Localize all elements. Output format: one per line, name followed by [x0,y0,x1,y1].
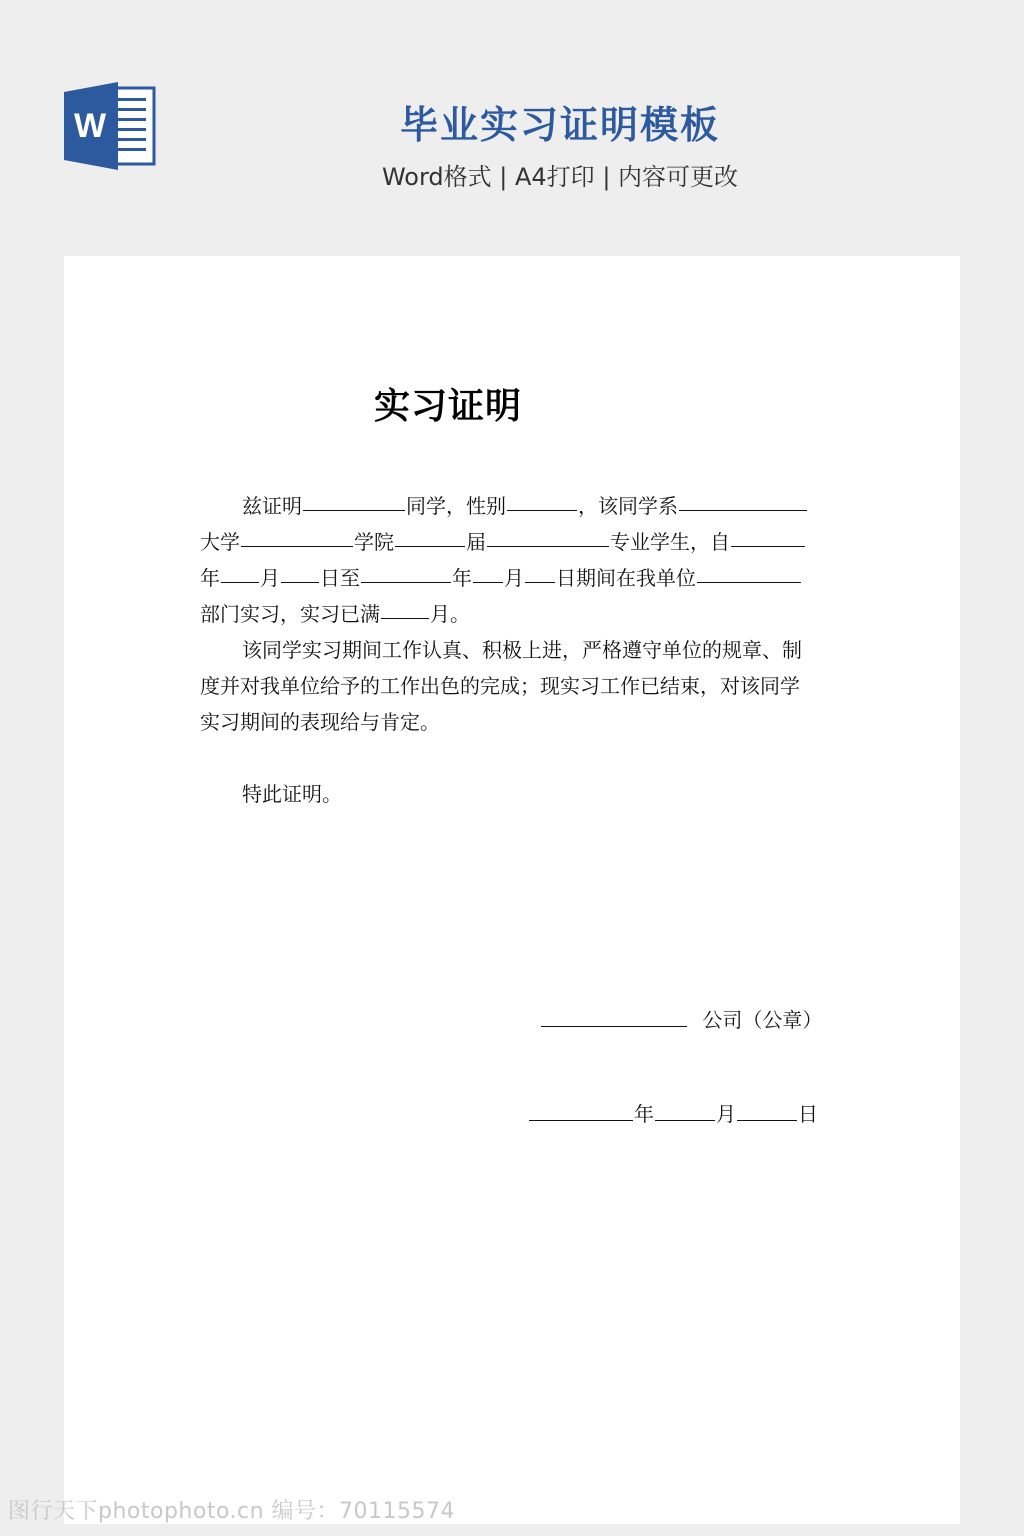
word-icon [64,82,156,170]
body-line [200,776,824,812]
page-header-subtitle: Word格式 | A4打印 | 内容可更改 [381,163,739,191]
body-line [200,596,824,632]
blank-field [281,560,319,583]
document-paper [64,256,960,1524]
blank-field [361,560,451,583]
company-seal-label: 公司（公章） [702,1008,823,1032]
blank-field [303,488,405,511]
text-segment: ，该同学系 [578,494,678,518]
text-segment: 月。 [430,602,470,626]
page-header-title: 毕业实习证明模板 [399,103,720,147]
blank-field [507,488,577,511]
text-segment: 日至 [320,566,360,590]
blank-field [473,560,503,583]
body-line [200,704,824,740]
closing-text: 特此证明。 [242,782,342,806]
blank-field [241,524,353,547]
blank-field [525,560,555,583]
body-line [200,488,824,524]
text-segment: 年 [452,566,472,590]
text-segment: 度并对我单位给予的工作出色的完成；现实习工作已结束，对该同学 [200,674,800,698]
blank-field [697,560,801,583]
body-line [200,524,824,560]
blank-field [487,524,609,547]
text-segment: 月 [504,566,524,590]
text-segment: 该同学实习期间工作认真、积极上进，严格遵守单位的规章、制 [242,638,802,662]
date-year-label: 年 [634,1102,654,1126]
text-segment: 年 [200,566,220,590]
blank-field [731,524,805,547]
blank-field [679,488,807,511]
signature-company [540,1004,822,1033]
blank-field [395,524,465,547]
signature-date [528,1098,818,1127]
body-line [200,632,824,668]
blank-field [737,1098,797,1121]
paragraph-gap [200,740,824,776]
body-line [200,668,824,704]
blank-field [381,596,429,619]
date-month-label: 月 [716,1102,736,1126]
date-day-label: 日 [798,1102,818,1126]
text-segment: 月 [260,566,280,590]
text-segment: 实习期间的表现给与肯定。 [200,710,440,734]
blank-field [655,1098,715,1121]
text-segment: 学院 [354,530,394,554]
text-segment: 兹证明 [242,494,302,518]
blank-field [529,1098,633,1121]
document-body [200,488,824,812]
blank-field [541,1004,687,1027]
text-segment: 届 [466,530,486,554]
text-segment: 大学 [200,530,240,554]
blank-field [221,560,259,583]
text-segment: 日期间在我单位 [556,566,696,590]
text-segment: 同学，性别 [406,494,506,518]
text-segment: 部门实习，实习已满 [200,602,380,626]
text-segment: 专业学生，自 [610,530,730,554]
document-title: 实习证明 [373,386,522,427]
body-line [200,560,824,596]
svg-text:W: W [73,107,107,145]
watermark: 图行天下photophoto.cn 编号：70115574 [8,1499,456,1524]
